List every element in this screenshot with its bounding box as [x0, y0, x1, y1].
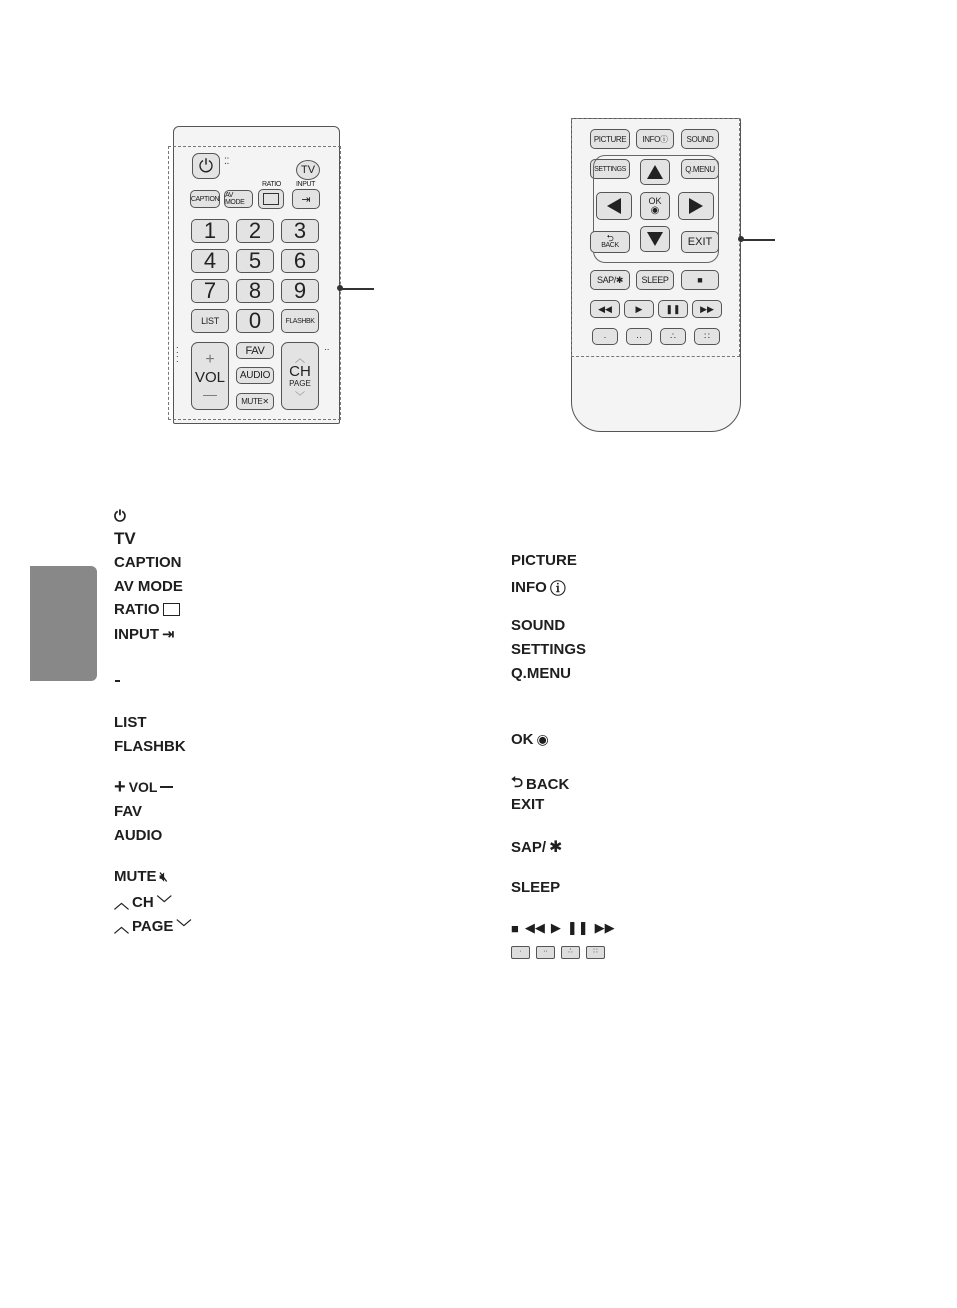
key-sound: SOUND [511, 617, 566, 634]
page-label: PAGE [289, 378, 311, 388]
key-qmenu: Q.MENU [511, 665, 571, 682]
braille-dots-icon: ·· [324, 344, 330, 354]
info-icon: ⓘ [549, 581, 566, 598]
plus-icon: + [205, 350, 215, 368]
ok-dot-icon: ◉ [536, 731, 549, 747]
language-side-tab [30, 566, 97, 681]
right-arrow-icon [689, 198, 703, 214]
chevron-up-icon: ︿ [114, 919, 130, 936]
number-5-button[interactable]: 5 [236, 249, 274, 273]
key-caption: CAPTION [114, 554, 182, 571]
sleep-button[interactable]: SLEEP [636, 270, 674, 290]
color-button-3[interactable] [660, 328, 686, 345]
power-icon: ⏻ [198, 155, 214, 176]
flashbk-button[interactable]: FLASHBK [281, 309, 319, 333]
plus-icon: + [114, 776, 126, 798]
ratio-label: RATIO [262, 181, 281, 188]
minus-icon [160, 786, 173, 789]
info-button[interactable] [636, 129, 674, 149]
rewind-icon: ◀◀ [598, 303, 612, 314]
number-7-button[interactable]: 7 [191, 279, 229, 303]
av-mode-button[interactable]: AV MODE [224, 190, 253, 208]
audio-button[interactable]: AUDIO [236, 367, 274, 384]
pause-icon: ❚❚ [665, 303, 681, 314]
minus-icon: — [203, 385, 217, 402]
callout-line [340, 288, 374, 290]
fast-forward-icon: ▶▶ [594, 920, 615, 935]
key-ratio [114, 601, 180, 618]
chevron-down-icon: ﹀ [156, 895, 172, 912]
number-9-button[interactable]: 9 [281, 279, 319, 303]
key-list: LIST [114, 714, 147, 731]
color-button-4[interactable] [694, 328, 720, 345]
rewind-button[interactable] [590, 300, 620, 318]
mute-icon: 🔇︎ [159, 868, 168, 884]
key-mute [114, 868, 168, 885]
picture-button[interactable]: PICTURE [590, 129, 630, 149]
stop-icon: ■ [511, 920, 519, 936]
caption-button[interactable]: CAPTION [190, 190, 220, 208]
key-ch [114, 892, 172, 913]
one-dot-icon: · [511, 946, 530, 959]
key-info-label: INFO [511, 579, 547, 596]
stop-icon: ■ [697, 275, 703, 285]
left-arrow-icon [607, 198, 621, 214]
key-playback [511, 920, 615, 936]
ratio-icon [263, 193, 279, 205]
play-icon: ▶ [550, 920, 561, 935]
key-exit: EXIT [511, 796, 545, 813]
back-arrow-icon: ⮌ [606, 233, 614, 243]
chevron-down-icon: ﹀ [295, 391, 305, 403]
fav-button[interactable]: FAV [236, 342, 274, 359]
two-dots-icon: ·· [536, 946, 555, 959]
key-tv: TV [114, 529, 136, 548]
pause-button[interactable] [658, 300, 688, 318]
number-2-button[interactable]: 2 [236, 219, 274, 243]
exit-button[interactable]: EXIT [681, 231, 719, 253]
fast-forward-icon: ▶▶ [700, 303, 714, 314]
input-icon: ⇥ [162, 626, 175, 643]
up-arrow-button[interactable] [640, 159, 670, 185]
key-ok [511, 731, 549, 748]
chevron-up-icon: ︿ [114, 895, 130, 912]
info-label: INFO [642, 134, 660, 144]
key-sap [511, 837, 562, 857]
rewind-icon: ◀◀ [524, 920, 545, 935]
tv-button[interactable]: TV [296, 160, 320, 180]
key-dash [115, 670, 120, 682]
ch-page-rocker[interactable] [281, 342, 319, 410]
key-info [511, 576, 566, 599]
qmenu-button[interactable]: Q.MENU [681, 159, 719, 179]
ratio-icon [163, 603, 180, 616]
dash-icon [115, 680, 120, 682]
key-back-label: BACK [526, 776, 570, 793]
mute-button[interactable] [236, 393, 274, 410]
settings-button[interactable]: SETTINGS [590, 159, 630, 179]
input-button[interactable] [292, 189, 320, 209]
key-vol-label: VOL [128, 779, 158, 795]
key-fav: FAV [114, 803, 143, 820]
chevron-up-icon: ︿ [295, 353, 305, 365]
ch-label: CH [289, 362, 311, 380]
back-arrow-icon: ⮌ [511, 774, 524, 791]
one-dot-icon: · [603, 331, 607, 342]
mute-label: MUTE [241, 397, 263, 406]
key-color-buttons [511, 946, 608, 959]
four-dots-icon: ∷ [704, 331, 710, 341]
braille-dots-icon: ⁚⁚ [224, 156, 229, 166]
key-picture: PICTURE [511, 552, 577, 569]
down-arrow-button[interactable] [640, 226, 670, 252]
number-3-button[interactable]: 3 [281, 219, 319, 243]
ok-button[interactable] [640, 192, 670, 220]
input-label: INPUT [296, 181, 316, 188]
key-input-label: INPUT [114, 625, 159, 643]
number-4-button[interactable]: 4 [191, 249, 229, 273]
number-0-button[interactable]: 0 [236, 309, 274, 333]
asterisk-icon: ✱ [549, 839, 563, 856]
play-icon: ▶ [635, 303, 643, 314]
key-input [114, 625, 175, 643]
number-6-button[interactable]: 6 [281, 249, 319, 273]
sap-button[interactable]: SAP/✱ [590, 270, 630, 290]
back-label: BACK [601, 242, 619, 249]
key-page-label: PAGE [132, 918, 174, 935]
play-button[interactable] [624, 300, 654, 318]
key-power [114, 508, 126, 525]
up-arrow-icon [647, 165, 663, 179]
list-button[interactable]: LIST [191, 309, 229, 333]
key-page [114, 916, 191, 937]
key-back [511, 772, 569, 797]
ok-label: OK [648, 196, 662, 206]
power-button[interactable] [192, 153, 220, 179]
key-flashbk: FLASHBK [114, 738, 186, 755]
ratio-button[interactable] [258, 189, 284, 209]
color-button-2[interactable] [626, 328, 652, 345]
stop-button[interactable] [681, 270, 719, 290]
key-settings: SETTINGS [511, 641, 587, 658]
info-icon: ⓘ [659, 134, 668, 144]
left-arrow-button[interactable] [596, 192, 632, 220]
three-dots-icon: ∴ [670, 331, 676, 341]
key-av-mode: AV MODE [114, 578, 183, 595]
key-sleep: SLEEP [511, 879, 561, 896]
input-icon: ⇥ [301, 193, 311, 206]
back-button[interactable] [590, 231, 630, 253]
vol-label: VOL [194, 368, 225, 386]
right-arrow-button[interactable] [678, 192, 714, 220]
number-8-button[interactable]: 8 [236, 279, 274, 303]
down-arrow-icon [647, 232, 663, 246]
key-sap-label: SAP/ [511, 838, 547, 856]
key-ch-label: CH [132, 894, 154, 911]
ok-dot-icon: ◉ [650, 205, 660, 216]
three-dots-icon: ∴ [561, 946, 580, 959]
braille-dots-icon: ⁚ ⁚ [176, 346, 179, 364]
key-ratio-label: RATIO [114, 601, 160, 618]
mute-icon: ✕ [262, 397, 269, 406]
two-dots-icon: ·· [636, 331, 642, 342]
sound-button[interactable]: SOUND [681, 129, 719, 149]
chevron-down-icon: ﹀ [176, 919, 192, 936]
color-button-1[interactable] [592, 328, 618, 345]
key-mute-label: MUTE [114, 868, 157, 885]
key-vol [114, 776, 173, 798]
number-1-button[interactable]: 1 [191, 219, 229, 243]
vol-rocker[interactable] [191, 342, 229, 410]
pause-icon: ❚❚ [566, 920, 589, 935]
four-dots-icon: ∷ [586, 946, 605, 959]
key-audio: AUDIO [114, 827, 163, 844]
power-icon: ⏻ [114, 508, 126, 525]
fast-forward-button[interactable] [692, 300, 722, 318]
key-ok-label: OK [511, 731, 534, 748]
callout-line [741, 239, 775, 241]
